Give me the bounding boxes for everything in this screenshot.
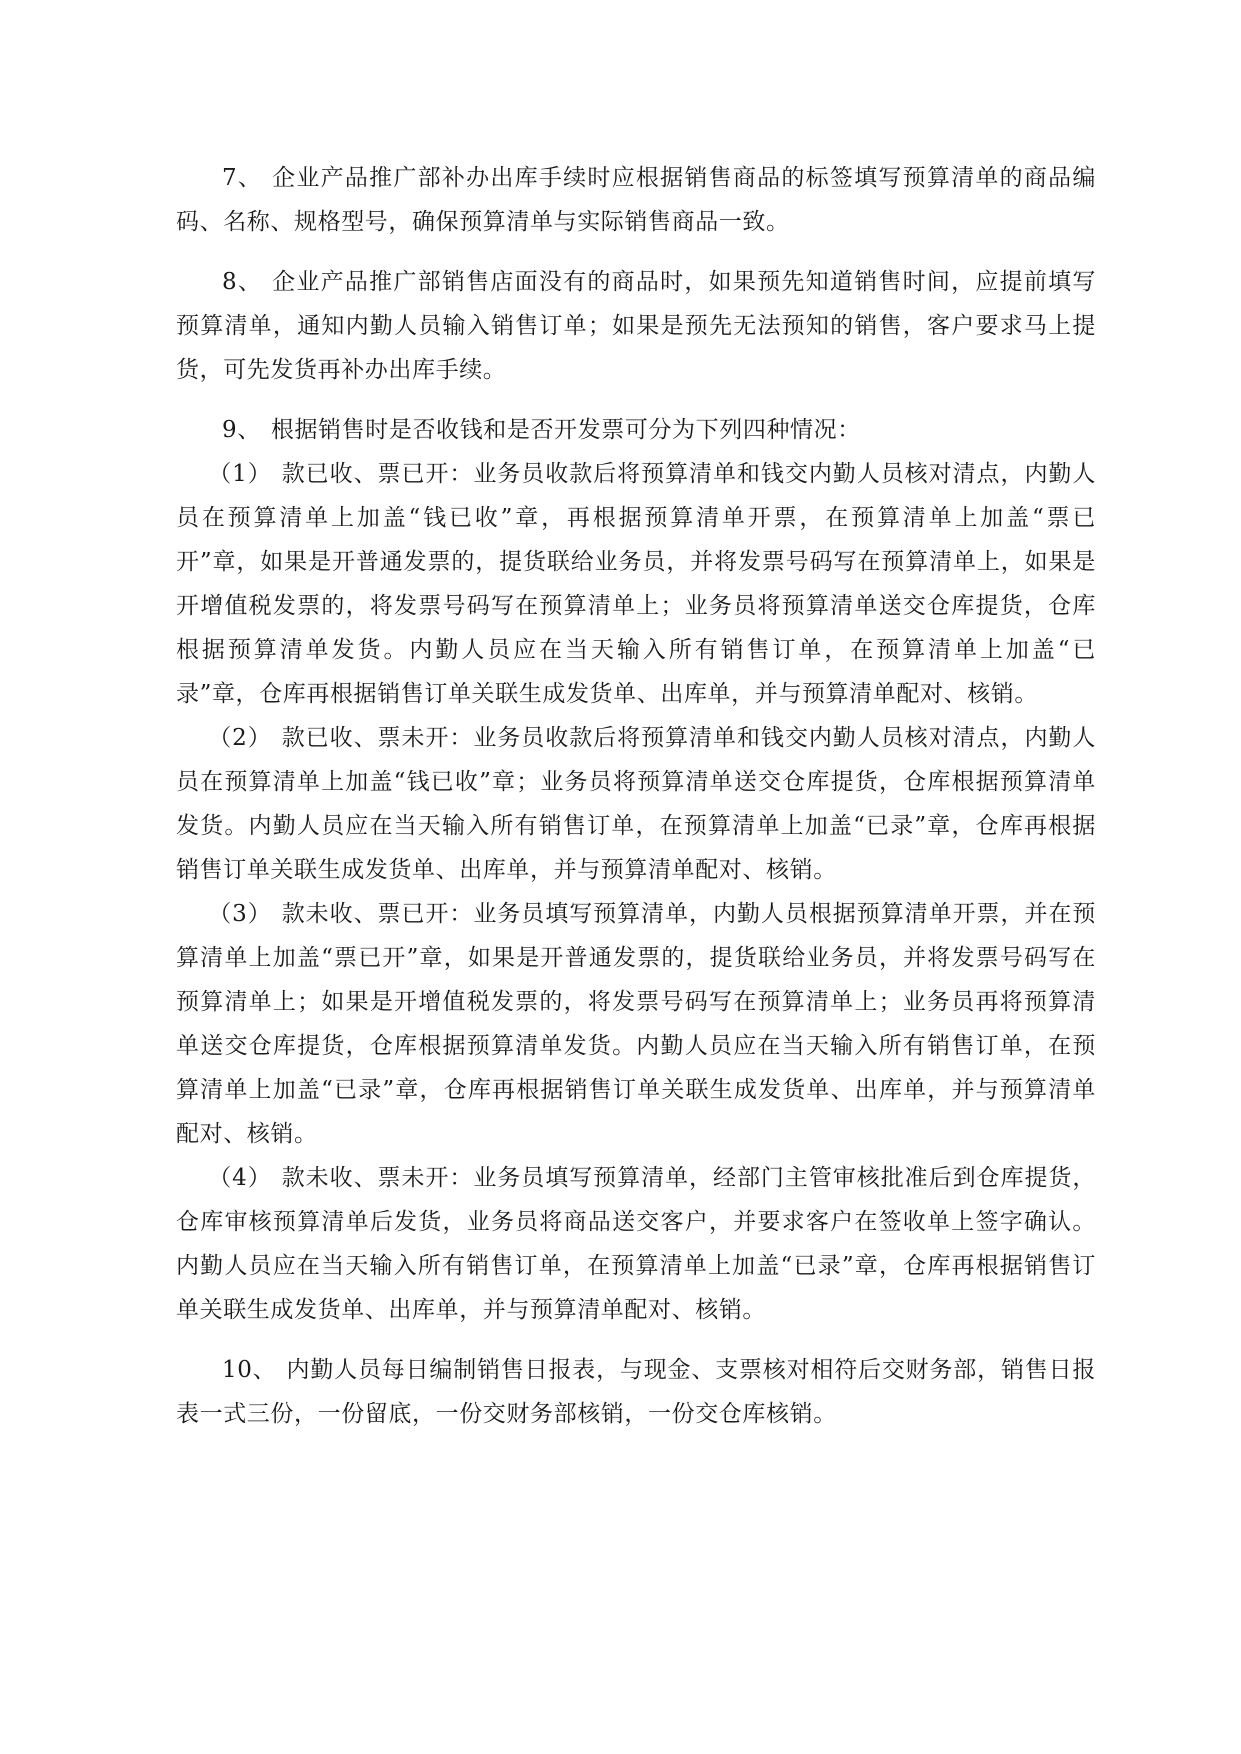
subitem-text: 款未收、票未开：业务员填写预算清单，经部门主管审核批准后到仓库提货，仓库审核预算清单后发货，业务员将商品送交客户，并要求客户在签收单上签字确认。内勤人员应在当天输入所有销售订单，在预算清单上加盖“已录”章，仓库再根据销售订单关联生成发货单、出库单，并与预算清单配对、核销。 xyxy=(176,1165,1096,1323)
paragraph-9 xyxy=(176,408,1096,452)
subitem-number: （4） xyxy=(208,1165,272,1191)
subitem-number: （3） xyxy=(208,901,272,927)
paragraph-7 xyxy=(176,156,1096,244)
paragraph-8 xyxy=(176,260,1096,392)
paragraph-number: 7、 xyxy=(222,165,263,191)
paragraph-text: 企业产品推广部销售店面没有的商品时，如果预先知道销售时间，应提前填写预算清单，通知内勤人员输入销售订单；如果是预先无法预知的销售，客户要求马上提货，可先发货再补办出库手续。 xyxy=(176,269,1096,383)
subitem-4 xyxy=(176,1156,1096,1332)
paragraph-number: 9、 xyxy=(222,417,261,443)
subitem-text: 款未收、票已开：业务员填写预算清单，内勤人员根据预算清单开票，并在预算清单上加盖“票已开”章，如果是开普通发票的，提货联给业务员，并将发票号码写在预算清单上；如果是开增值税发票的，将发票号码写在预算清单上；业务员再将预算清单送交仓库提货，仓库根据预算清单发货。内勤人员应在当天输入所有销售订单，在预算清单上加盖“已录”章，仓库再根据销售订单关联生成发货单、出库单，并与预算清单配对、核销。 xyxy=(176,901,1096,1147)
paragraph-text: 根据销售时是否收钱和是否开发票可分为下列四种情况： xyxy=(270,417,861,443)
subitem-1 xyxy=(176,452,1096,716)
subitem-number: （1） xyxy=(208,461,272,487)
subitem-3 xyxy=(176,892,1096,1156)
paragraph-text: 企业产品推广部补办出库手续时应根据销售商品的标签填写预算清单的商品编码、名称、规格型号，确保预算清单与实际销售商品一致。 xyxy=(176,165,1096,235)
paragraph-number: 8、 xyxy=(222,269,263,295)
paragraph-number: 10、 xyxy=(222,1357,277,1383)
paragraph-text: 内勤人员每日编制销售日报表，与现金、支票核对相符后交财务部，销售日报表一式三份，一份留底，一份交财务部核销，一份交仓库核销。 xyxy=(176,1357,1096,1427)
paragraph-10 xyxy=(176,1348,1096,1436)
subitem-2 xyxy=(176,716,1096,892)
subitem-text: 款已收、票未开：业务员收款后将预算清单和钱交内勤人员核对清点，内勤人员在预算清单上加盖“钱已收”章；业务员将预算清单送交仓库提货，仓库根据预算清单发货。内勤人员应在当天输入所有销售订单，在预算清单上加盖“已录”章，仓库再根据销售订单关联生成发货单、出库单，并与预算清单配对、核销。 xyxy=(176,725,1096,883)
document-body xyxy=(176,156,1096,1436)
subitem-text: 款已收、票已开：业务员收款后将预算清单和钱交内勤人员核对清点，内勤人员在预算清单上加盖“钱已收”章，再根据预算清单开票，在预算清单上加盖“票已开”章，如果是开普通发票的，提货联给业务员，并将发票号码写在预算清单上，如果是开增值税发票的，将发票号码写在预算清单上；业务员将预算清单送交仓库提货，仓库根据预算清单发货。内勤人员应在当天输入所有销售订单，在预算清单上加盖“已录”章，仓库再根据销售订单关联生成发货单、出库单，并与预算清单配对、核销。 xyxy=(176,461,1096,707)
subitem-number: （2） xyxy=(208,725,272,751)
